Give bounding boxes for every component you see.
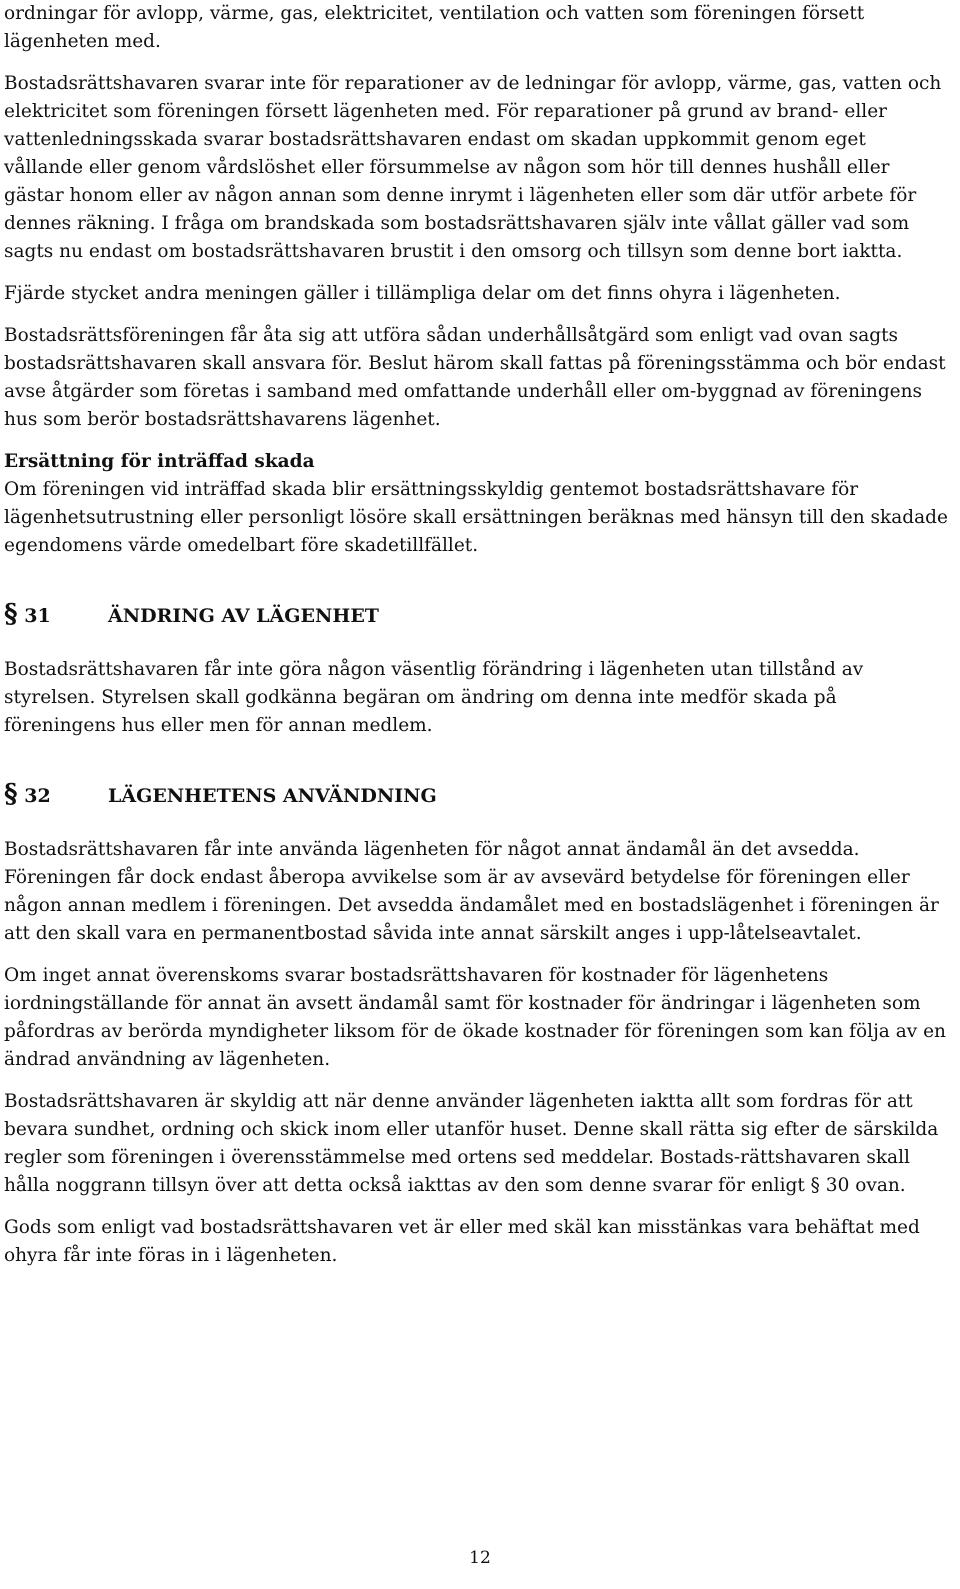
page-number: 12 <box>469 1548 491 1568</box>
section-symbol: § <box>4 599 18 629</box>
subheading: Ersättning för inträffad skada <box>4 451 315 472</box>
section-title: LÄGENHETENS ANVÄNDNING <box>108 785 437 807</box>
section-heading-32 <box>4 780 948 810</box>
paragraph: Fjärde stycket andra meningen gäller i tillämpliga delar om det finns ohyra i lägenheten. <box>4 283 841 304</box>
paragraph: Om inget annat överenskoms svarar bostadsrättshavaren för kostnader för lägenhetens iordningställande för annat än avsett ändamål samt för kostnader för ändringar i lägenheten som påfordras av berörda myndigheter liksom för de ökade kostnader för föreningen som kan följa av en ändrad användning av lägenheten. <box>4 965 946 1070</box>
section-symbol: § <box>4 779 18 809</box>
section-number: § 32 <box>4 779 51 809</box>
paragraph: Bostadsrättshavaren får inte göra någon väsentlig förändring i lägenheten utan tillstånd av styrelsen. Styrelsen skall godkänna begäran om ändring om denna inte medför skada på föreningens hus eller men för annan medlem. <box>4 659 864 736</box>
paragraph: Gods som enligt vad bostadsrättshavaren vet är eller med skäl kan misstänkas vara behäftat med ohyra får inte föras in i lägenheten. <box>4 1217 920 1266</box>
paragraph: Bostadsrättshavaren får inte använda lägenheten för något annat ändamål än det avsedda. Föreningen får dock endast åberopa avvikelse som är av avsevärd betydelse för föreningen eller någon annan medlem i föreningen. Det avsedda ändamålet med en bostadslägenhet i föreningen är att den skall vara en permanentbostad såvida inte annat särskilt anges i upp-låtelseavtalet. <box>4 839 939 944</box>
section-number: § 31 <box>4 599 51 629</box>
paragraph: Bostadsrättshavaren är skyldig att när denne använder lägenheten iaktta allt som fordras för att bevara sundhet, ordning och skick inom eller utanför huset. Denne skall rätta sig efter de särskilda regler som föreningen i överensstämmelse med ortens sed meddelar. Bostads-rättshavaren skall hålla noggrann tillsyn över att detta också iakttas av den som denne svarar för enligt § 30 ovan. <box>4 1091 939 1196</box>
paragraph: Bostadsrättsföreningen får åta sig att utföra sådan underhållsåtgärd som enligt vad ovan sagts bostadsrättshavaren skall ansvara för. Beslut härom skall fattas på föreningsstämma och bör endast avse åtgärder som företas i samband med omfattande underhåll eller om-byggnad av föreningens hus som berör bostadsrättshavarens lägenhet. <box>4 325 946 430</box>
document-page <box>4 0 948 1270</box>
section-title: ÄNDRING AV LÄGENHET <box>108 605 379 627</box>
paragraph: ordningar för avlopp, värme, gas, elektricitet, ventilation och vatten som föreningen försett lägenheten med. <box>4 3 865 52</box>
paragraph: Om föreningen vid inträffad skada blir ersättningsskyldig gentemot bostadsrättshavare för lägenhetsutrustning eller personligt lösöre skall ersättningen beräknas med hänsyn till den skadade egendomens värde omedelbart före skadetillfället. <box>4 479 948 556</box>
paragraph: Bostadsrättshavaren svarar inte för reparationer av de ledningar för avlopp, värme, gas, vatten och elektricitet som föreningen försett lägenheten med. För reparationer på grund av brand- eller vattenledningsskada svarar bostadsrättshavaren endast om skadan uppkommit genom eget vållande eller genom vårdslöshet eller försummelse av någon som hör till dennes hushåll eller gästar honom eller av någon annan som denne inrymt i lägenheten eller som där utför arbete för dennes räkning. I fråga om brandskada som bostadsrättshavaren själv inte vållat gäller vad som sagts nu endast om bostadsrättshavaren brustit i den omsorg och tillsyn som denne bort iaktta. <box>4 73 942 262</box>
section-heading-31 <box>4 600 948 630</box>
